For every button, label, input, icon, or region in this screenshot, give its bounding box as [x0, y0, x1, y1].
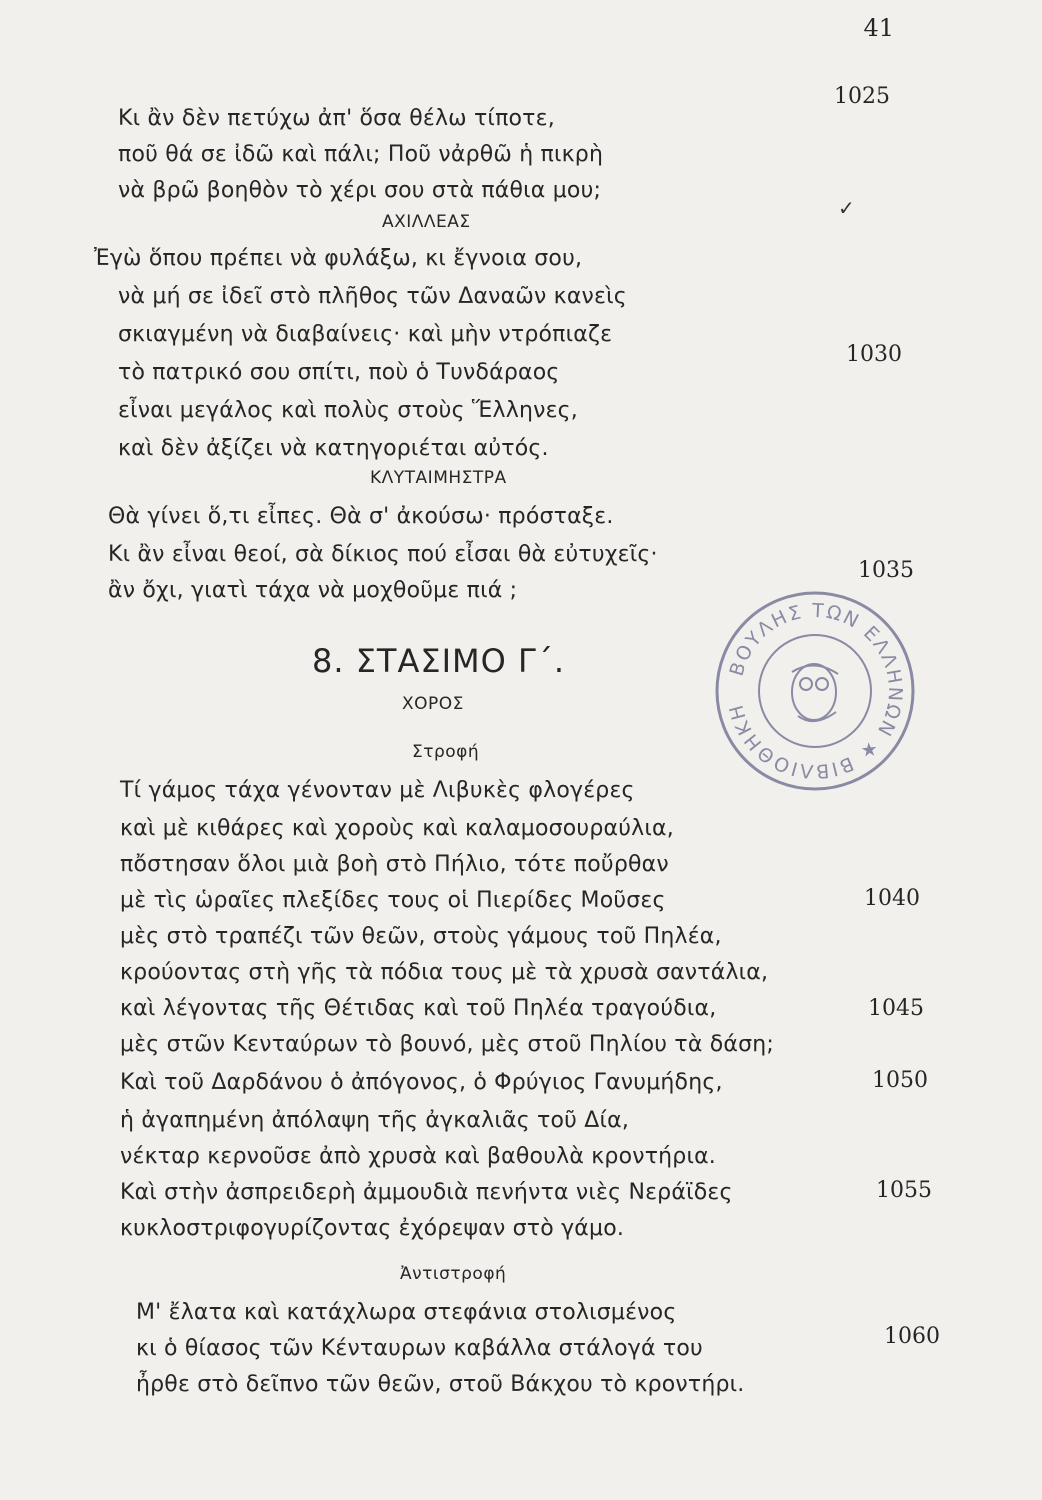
line-number: 1035 [858, 558, 914, 583]
verse-line: Τί γάμος τάχα γένονταν μὲ Λιβυκὲς φλογέρες [120, 778, 635, 803]
owl-emblem-icon [792, 664, 838, 721]
pen-mark: ✓ [838, 196, 855, 220]
verse-line: κυκλοστριφογυρίζοντας ἐχόρεψαν στὸ γάμο. [120, 1216, 625, 1241]
verse-line: κι ὁ θίασος τῶν Κένταυρων καβάλλα στάλογά του [136, 1336, 703, 1361]
verse-line: Ἐγὼ ὅπου πρέπει νὰ φυλάξω, κι ἔγνοια σου, [94, 246, 583, 271]
verse-line: μὲ τὶς ὡραῖες πλεξίδες τους οἱ Πιερίδες Μοῦσες [120, 888, 666, 913]
library-stamp [712, 588, 918, 794]
verse-line: ποῦ θά σε ἰδῶ καὶ πάλι; Ποῦ νἀρθῶ ἡ πικρὴ [118, 142, 604, 167]
verse-line: Καὶ στὴν ἀσπρειδερὴ ἀμμουδιὰ πενήντα νιὲς Νεράϊδες [120, 1180, 733, 1205]
stamp-outer-ring [717, 593, 913, 789]
verse-line: ἦρθε στὸ δεῖπνο τῶν θεῶν, στοῦ Βάκχου τὸ κροντήρι. [136, 1372, 745, 1397]
verse-line: σκιαγμένη νὰ διαβαίνεις· καὶ μὴν ντρόπιαζε [118, 322, 613, 347]
verse-line: κρούοντας στὴ γῆς τὰ πόδια τους μὲ τὰ χρυσὰ σαντάλια, [120, 960, 769, 985]
verse-line: Καὶ τοῦ Δαρδάνου ὁ ἀπόγονος, ὁ Φρύγιος Γανυμήδης, [120, 1070, 723, 1095]
verse-line: Κι ἂν δὲν πετύχω ἀπ' ὅσα θέλω τίποτε, [118, 106, 555, 131]
stamp-inner-ring [759, 635, 871, 747]
verse-line: εἶναι μεγάλος καὶ πολὺς στοὺς Ἕλληνες, [118, 398, 578, 423]
verse-line: καὶ λέγοντας τῆς Θέτιδας καὶ τοῦ Πηλέα τραγούδια, [120, 996, 717, 1021]
speaker-name: ΑΧΙΛΛΕΑΣ [382, 212, 471, 232]
line-number: 1025 [834, 84, 890, 109]
verse-line: τὸ πατρικό σου σπίτι, ποὺ ὁ Τυνδάραος [118, 360, 560, 385]
verse-line: Θὰ γίνει ὅ,τι εἶπες. Θὰ σ' ἀκούσω· πρόσταξε. [108, 504, 614, 529]
verse-line: νὰ μή σε ἰδεῖ στὸ πλῆθος τῶν Δαναῶν κανεὶς [118, 284, 627, 309]
verse-line: Κι ἂν εἶναι θεοί, σὰ δίκιος πού εἶσαι θὰ εὐτυχεῖς· [108, 542, 658, 567]
verse-line: ἂν ὄχι, γιατὶ τάχα νὰ μοχθοῦμε πιά ; [108, 578, 518, 603]
line-number: 1045 [868, 996, 924, 1021]
verse-line: ἡ ἀγαπημένη ἀπόλαψη τῆς ἀγκαλιᾶς τοῦ Δία, [120, 1108, 630, 1133]
speaker-name: ΚΛΥΤΑΙΜΗΣΤΡΑ [370, 468, 507, 488]
line-number: 1055 [876, 1178, 932, 1203]
line-number: 1050 [872, 1068, 928, 1093]
section-title: 8. ΣΤΑΣΙΜΟ Γ΄. [312, 642, 565, 680]
stamp-text: ΒΟΥΛΗΣ ΤΩΝ ΕΛΛΗΝΩΝ ★ ΒΙΒΛΙΟΘΗΚΗ [724, 599, 907, 783]
verse-line: Μ' ἔλατα καὶ κατάχλωρα στεφάνια στολισμένος [136, 1300, 677, 1325]
page-number: 41 [863, 14, 894, 42]
verse-line: νὰ βρῶ βοηθὸν τὸ χέρι σου στὰ πάθια μου; [118, 178, 602, 203]
verse-line: καὶ δὲν ἀξίζει νὰ κατηγοριέται αὐτός. [118, 436, 549, 461]
verse-line: μὲς στὸ τραπέζι τῶν θεῶν, στοὺς γάμους τοῦ Πηλέα, [120, 924, 722, 949]
verse-line: μὲς στῶν Κενταύρων τὸ βουνό, μὲς στοῦ Πηλίου τὰ δάση; [120, 1032, 775, 1057]
strophe-label: Στροφή [412, 742, 480, 762]
line-number: 1030 [846, 342, 902, 367]
line-number: 1040 [864, 886, 920, 911]
line-number: 1060 [884, 1324, 940, 1349]
verse-line: νέκταρ κερνοῦσε ἀπὸ χρυσὰ καὶ βαθουλὰ κροντήρια. [120, 1144, 717, 1169]
verse-line: πὄστησαν ὅλοι μιὰ βοὴ στὸ Πήλιο, τότε ποὔρθαν [120, 852, 669, 877]
antistrophe-label: Ἀντιστροφή [400, 1264, 507, 1284]
verse-line: καὶ μὲ κιθάρες καὶ χοροὺς καὶ καλαμοσουραύλια, [120, 816, 674, 841]
chorus-label: ΧΟΡΟΣ [402, 694, 464, 714]
